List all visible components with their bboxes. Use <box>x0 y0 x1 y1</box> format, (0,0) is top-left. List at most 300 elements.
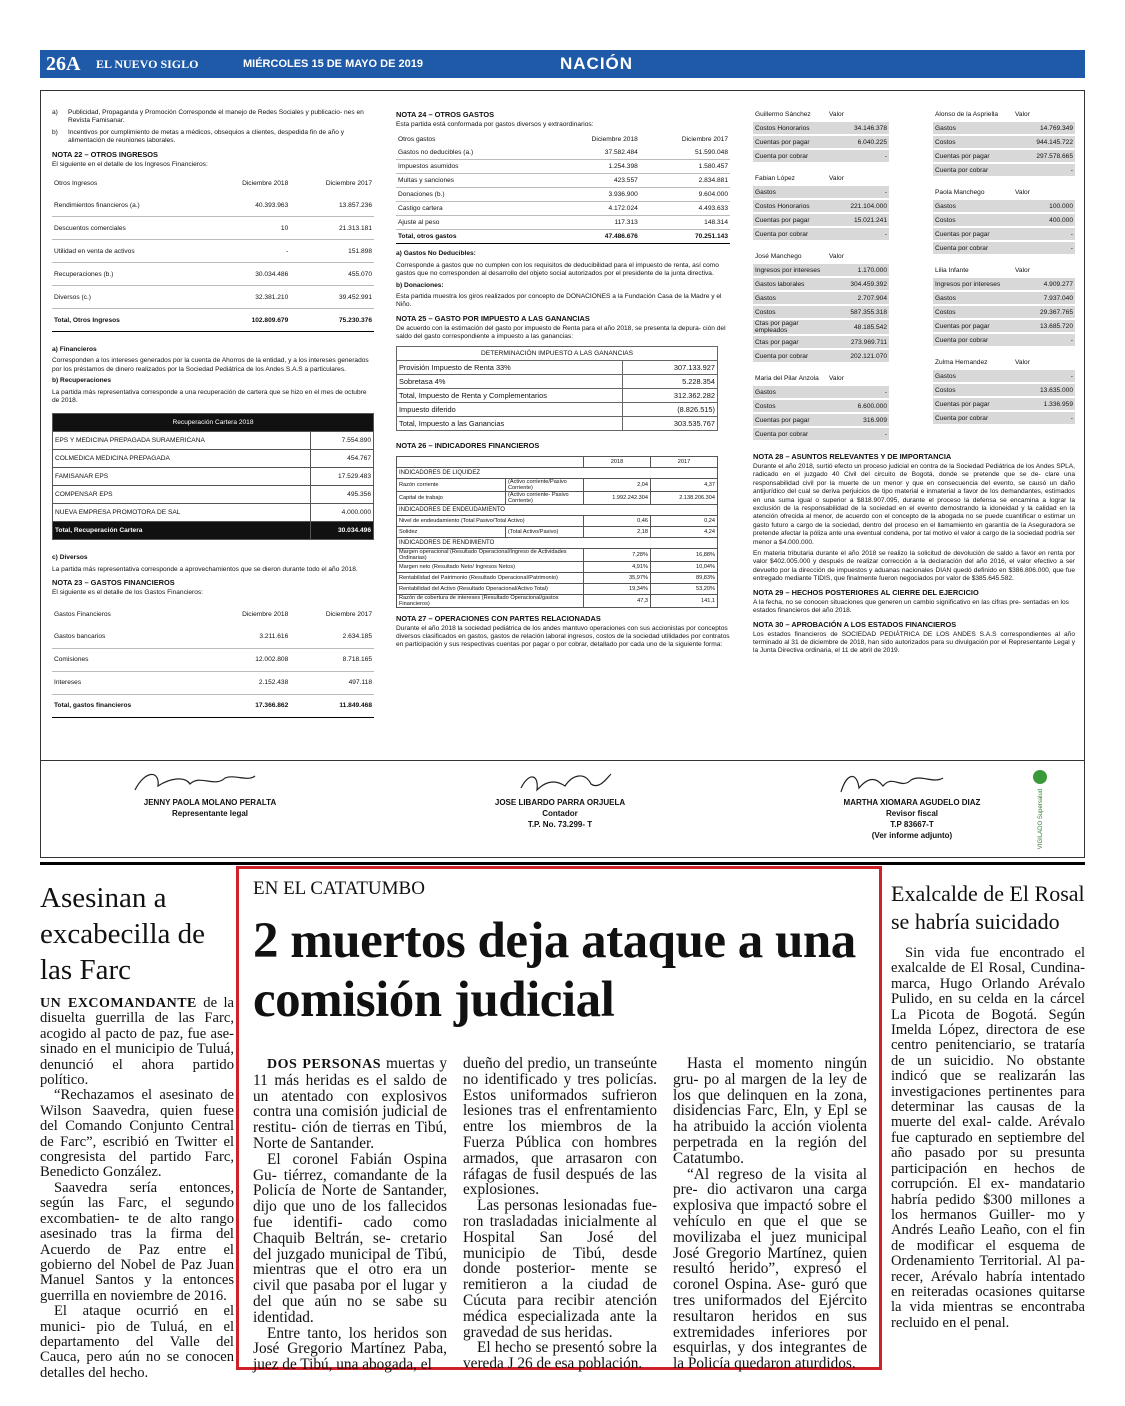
otros-ingresos-table <box>52 172 374 332</box>
table-row <box>933 291 1075 305</box>
table-cell: Gastos bancarios <box>52 626 207 649</box>
nota27-text: Durante el año 2018 la sociedad pediátrica de los andes mantuvo operaciones con sus accionistas por conceptos diversos clasificados en gastos, gastos de relación laboral ingresos, costos de la sociedad utilidades por contratos en participación y sus respectivas cuentas por pagar o por cobrar, detallado por cada uno de la siguiente forma: <box>396 624 730 649</box>
table-row <box>753 427 889 441</box>
table-cell: Cuentas por pagar <box>933 149 1013 163</box>
table-cell: Multas y sanciones <box>396 174 550 188</box>
signatory-role: Representante legal <box>171 809 249 818</box>
table-row <box>933 277 1075 291</box>
party-name: Alonso de la Aspriella <box>933 108 1013 121</box>
table-row <box>753 349 889 363</box>
party-name: Zulma Hernandez <box>933 356 1013 369</box>
story-paragraph: Las personas lesionadas fue- ron trasladadas inicialmente al Hospital San José del municipio de Tibú, desde donde posterior- mente se remitieron a la ciudad de Cúcuta para recibir atención médica especializada ante la gravedad de sus heridas. <box>463 1197 657 1341</box>
newspaper-name: EL NUEVO SIGLO <box>96 57 199 71</box>
related-party-table <box>753 108 889 164</box>
table-row <box>397 388 718 402</box>
story-paragraph: El hecho se presentó sobre la vereda J 26 de esa población. <box>463 1339 657 1373</box>
table-row <box>753 335 889 349</box>
story-body <box>891 946 1085 1331</box>
signature-block-contador <box>460 768 660 858</box>
table-row <box>397 416 718 430</box>
table-cell: Razón corriente <box>397 478 506 491</box>
related-parties-left <box>753 108 889 450</box>
table-row <box>933 305 1075 319</box>
table-header-row <box>753 372 889 385</box>
table-cell: Gastos laborales <box>753 277 827 291</box>
story-column-1 <box>253 1056 447 1373</box>
table-row <box>53 450 374 468</box>
column-header: Valor <box>1013 356 1075 369</box>
column-header: 2017 <box>651 456 718 467</box>
table-cell: Cuentas por pagar <box>933 397 1013 411</box>
table-cell: 12.002.808 <box>207 648 291 671</box>
table-row <box>753 385 889 399</box>
table-header-row <box>933 186 1075 199</box>
table-cell: Costos <box>753 399 827 413</box>
table-row <box>933 333 1075 347</box>
table-cell: 13.857.236 <box>290 194 374 217</box>
financieros-text: Corresponden a los intereses generados por la cuenta de Ahorros de la entidad, y a los intereses generados por los préstamos de dinero realizados por la Sociedad Pediátrica de los Andes S.A.S a particulares. <box>52 357 369 373</box>
diversos-text: La partida más representativa corresponde a aprovechamientos que se dieron durante todo el año 2018. <box>52 565 358 573</box>
section-row <box>397 467 718 478</box>
section-label: INDICADORES DE ENDEUDAMIENTO <box>397 504 718 515</box>
table-row <box>933 121 1075 135</box>
column-header: Valor <box>1013 186 1075 199</box>
table-cell: 48.185.542 <box>827 319 889 335</box>
table-cell: Cuenta por cobrar <box>753 149 827 163</box>
table-row <box>396 160 730 174</box>
table-cell: 40.393.963 <box>207 194 291 217</box>
story-paragraph: Sin vida fue encontrado el exalcalde de El Rosal, Cundina- marca, Hugo Orlando Arévalo Pulido, en su celda en la cárcel La Picota de Bogotá. Según Imelda López, directora de ese centro penitenciario, se trataría de un suicidio. No obstante indicó que se realizarán las investigaciones pertinentes para determinar las causas de la muerte del exal- calde. Arévalo fue capturado en septiembre del año pasado por su presunta participación en hechos de corrupción. El ex- mandatario habría pedido $300 millones a los hermanos Guiller- mo y Andrés Leaño Leaño, con el fin de modificar el esquema de Ordenamiento Territorial. Al pa- recer, Arévalo habría intentado en reiteradas ocasiones quitarse la vida mientras se encontraba recluido en el penal. <box>891 945 1085 1331</box>
table-row <box>933 241 1075 255</box>
column-header: Diciembre 2017 <box>325 611 372 619</box>
table-row <box>52 217 374 240</box>
table-cell: 29.367.765 <box>1013 305 1075 319</box>
table-cell: 944.145.722 <box>1013 135 1075 149</box>
table-cell: 141,1 <box>651 594 718 607</box>
table-cell: Cuenta por cobrar <box>753 427 827 441</box>
story-body <box>40 996 234 1381</box>
table-cell: Costos <box>933 213 1013 227</box>
table-cell: Gastos <box>753 291 827 305</box>
story-paragraph: Saavedra sería entonces, según las Farc, el segundo excombatien- te de alto rango asesinado tras la firma del Acuerdo de Paz entre el gobierno del Nobel de Paz Juan Manuel Santos y la entonces guerrilla en noviembre de 2016. <box>40 1179 234 1304</box>
table-cell: 21.313.181 <box>290 217 374 240</box>
otros-gastos-table <box>396 133 730 244</box>
table-cell: 1.580.457 <box>640 160 730 174</box>
recuperaciones-text: La partida más representativa corresponde a una recuperación de cartera que se hizo en el mes de octubre de 2018. <box>52 388 367 405</box>
table-cell: Costos Honorarios <box>753 121 827 135</box>
table-header-row <box>753 250 889 263</box>
table-cell: 3.936.900 <box>550 188 640 202</box>
table-cell: 4.000.000 <box>310 504 373 522</box>
table-row <box>933 135 1075 149</box>
nota28-title: NOTA 28 – ASUNTOS RELEVANTES Y DE IMPORTANCIA <box>753 452 952 461</box>
table-cell: 304.459.392 <box>827 277 889 291</box>
table-cell: 4,24 <box>651 526 718 537</box>
page-number: 26A <box>46 53 81 75</box>
table-row <box>396 146 730 160</box>
signatory-note: (Ver informe adjunto) <box>871 831 953 840</box>
table-row <box>52 194 374 217</box>
table-cell: 303.535.767 <box>623 416 718 430</box>
table-cell: 2.634.185 <box>290 626 374 649</box>
table-cell: 400.000 <box>1013 213 1075 227</box>
table-cell: 495.356 <box>310 486 373 504</box>
story-paragraph: Hasta el momento ningún gru- po al margen de la ley de los que delinquen en la zona, disidencias Farc, Eln, y Epl se ha atribuido la acción violenta perpetrada en la región del Catatumbo. <box>673 1055 867 1167</box>
table-row <box>52 671 374 694</box>
signatory-tp: T.P 83667-T <box>890 820 934 829</box>
table-row <box>753 263 889 277</box>
related-party-table <box>933 264 1075 348</box>
table-header-row <box>53 414 374 432</box>
table-cell: Gastos <box>933 369 1013 383</box>
table-row <box>397 515 718 526</box>
table-cell: 34.146.378 <box>827 121 889 135</box>
indicadores-financieros-table <box>396 456 718 608</box>
nota24-title: NOTA 24 – OTROS GASTOS <box>396 110 495 119</box>
total-row <box>52 309 374 332</box>
table-cell: 35,97% <box>584 572 651 583</box>
nota22-intro: El siguiente en el detalle de los Ingresos Financieros: <box>52 160 208 168</box>
story-kicker: EN EL CATATUMBO <box>253 878 425 899</box>
issue-date: MIÉRCOLES 15 DE MAYO DE 2019 <box>243 58 423 70</box>
table-cell: 4,91% <box>584 561 651 572</box>
related-party-table <box>753 172 889 242</box>
table-cell: - <box>1013 369 1075 383</box>
table-header-row <box>933 108 1075 121</box>
related-party-table <box>933 108 1075 178</box>
story-catatumbo <box>253 878 867 1373</box>
table-cell: 30.034.496 <box>310 522 373 540</box>
related-party-table <box>753 250 889 364</box>
table-cell: Cuenta por cobrar <box>753 349 827 363</box>
table-row <box>753 305 889 319</box>
table-cell: 10,04% <box>651 561 718 572</box>
table-cell: Recuperaciones (b.) <box>52 263 207 286</box>
table-cell: Gastos <box>933 291 1013 305</box>
table-cell: Cuentas por pagar <box>933 227 1013 241</box>
table-cell: 2,04 <box>584 478 651 491</box>
table-cell: Total, Otros Ingresos <box>52 309 207 332</box>
gastos-no-deducibles-label: a) Gastos No Deducibles: <box>396 250 476 258</box>
story-el-rosal <box>891 880 1085 1331</box>
table-cell: 8.718.165 <box>290 648 374 671</box>
related-parties-right <box>933 108 1075 450</box>
table-row <box>753 399 889 413</box>
table-cell: EPS Y MEDICINA PREPAGADA SURAMERICANA <box>53 432 311 450</box>
column-header: Gastos Financieros <box>54 611 111 619</box>
section-label: INDICADORES DE LIQUIDEZ <box>397 467 718 478</box>
nota24-intro: Esta partida está conformada por gastos diversos y extraordinarios: <box>396 121 594 128</box>
signatory-name: MARTHA XIOMARA AGUDELO DIAZ <box>843 798 981 807</box>
table-cell: 13.635.000 <box>1013 383 1075 397</box>
table-cell: 9.604.000 <box>640 188 730 202</box>
table-row <box>53 468 374 486</box>
table-header-row <box>397 346 718 360</box>
story-paragraph: El ataque ocurrió en el munici- pio de Tuluá, en el departamento del Valle del Cauca, pero aún no se conocen detalles del hecho. <box>40 1303 234 1381</box>
table-cell: 497.118 <box>290 671 374 694</box>
donaciones-label: b) Donaciones: <box>396 281 444 289</box>
table-row <box>53 504 374 522</box>
story-column-2 <box>463 1056 657 1373</box>
table-cell: 202.121.070 <box>827 349 889 363</box>
nota22-title: NOTA 22 – OTROS INGRESOS <box>52 149 158 159</box>
diversos-label: c) Diversos <box>52 554 88 562</box>
table-cell: - <box>827 149 889 163</box>
table-row <box>397 374 718 388</box>
table-cell: 7.937.040 <box>1013 291 1075 305</box>
signatory-name: JENNY PAOLA MOLANO PERALTA <box>143 798 277 807</box>
table-row <box>397 402 718 416</box>
story-headline: Exalcalde de El Rosal se habría suicidado <box>891 881 1085 934</box>
table-row <box>397 491 718 504</box>
signatory-name: JOSE LIBARDO PARRA ORJUELA <box>494 798 626 807</box>
table-cell: Comisiones <box>52 648 207 671</box>
table-cell: Cuenta por cobrar <box>933 411 1013 425</box>
story-headline: Asesinan a excabecilla de las Farc <box>40 882 206 986</box>
story-paragraph: de la disuelta guerrilla de las Farc, acogido al pacto de paz, fue ase- sinado en el municipio de Tuluá, denunció el ahora partido político. <box>40 995 234 1089</box>
table-title: Recuperación Cartera 2018 <box>53 414 374 432</box>
table-cell: Costos <box>933 383 1013 397</box>
item-b: b) Incentivos por cumplimiento de metas a médicos, obsequios a clientes, despedida fin de año y alimentación de reuniones laborales. <box>52 128 344 145</box>
table-cell: (Activo corriente- Pasivo Corriente) <box>506 491 584 504</box>
table-cell: 6.040.225 <box>827 135 889 149</box>
column-header: Diciembre 2018 <box>242 611 289 619</box>
table-cell: 37.582.484 <box>550 146 640 160</box>
table-cell: 117.313 <box>550 216 640 230</box>
table-cell: 39.452.991 <box>290 286 374 309</box>
recuperaciones-label: b) Recuperaciones <box>52 377 111 385</box>
table-row <box>397 572 718 583</box>
table-cell: (8.826.515) <box>623 402 718 416</box>
table-cell: NUEVA EMPRESA PROMOTORA DE SAL <box>53 504 311 522</box>
related-party-table <box>933 186 1075 256</box>
table-cell: 5.228.354 <box>623 374 718 388</box>
table-cell: - <box>827 185 889 199</box>
table-cell: Margen operacional (Resultado Operacional/Ingreso de Actividades Ordinarias) <box>397 548 584 561</box>
table-cell: 2.152.438 <box>207 671 291 694</box>
table-cell: 15.021.241 <box>827 213 889 227</box>
table-cell: 3.211.616 <box>207 626 291 649</box>
table-cell: 4.172.024 <box>550 202 640 216</box>
table-cell: Ctas por pagar empleados <box>753 319 827 335</box>
party-name: Fabian López <box>753 172 827 185</box>
party-name: José Manchego <box>753 250 827 263</box>
total-row <box>53 522 374 540</box>
table-cell: FAMISANAR EPS <box>53 468 311 486</box>
table-cell: 7,28% <box>584 548 651 561</box>
table-cell: Cuenta por cobrar <box>933 333 1013 347</box>
table-cell: - <box>827 227 889 241</box>
table-row <box>397 360 718 374</box>
table-cell: 1.254.398 <box>550 160 640 174</box>
table-cell: 1.336.959 <box>1013 397 1075 411</box>
table-cell: 11.849.468 <box>290 694 374 717</box>
table-cell: - <box>1013 227 1075 241</box>
table-row <box>933 369 1075 383</box>
signatory-tp: T.P. No. 73.299- T <box>527 820 593 829</box>
related-party-table <box>933 356 1075 426</box>
table-cell: Ingresos por intereses <box>933 277 1013 291</box>
table-cell: Costos <box>933 305 1013 319</box>
table-cell: 17.366.862 <box>207 694 291 717</box>
table-cell: 102.809.679 <box>207 309 291 332</box>
total-row <box>396 230 730 244</box>
table-cell: Cuentas por pagar <box>933 319 1013 333</box>
related-party-table <box>753 372 889 442</box>
nota28-paragraph-1: Durante el año 2018, surtió efecto un proceso judicial en contra de la Sociedad Pediátrica de los Andes SPLA, radicado en el juzgado 40 Civil del circuito de Bogotá, donde se pretende que se de- clare una responsabilidad civil por la muerte de un menor y que en consecuencia del evento, se causó un daño antijurídico del cual se deriva perjuicios de tipo material e inmaterial a favor de los demandantes, estimados en una suma igual o superior a $818.907.095, durante el proceso la defensa se encamina a lograr la exclusión de la responsabilidad de la sociedad en el evento demostrando la idoneidad y la calidad en la atención ofrecida al menor, de acuerdo con el concepto de la abogada no se puede cuantificar o estimar un gasto futuro a cargo de la sociedad, dentro del proceso en el llamamiento en garantía de la Aseguradora se pretende afectar la póliza ante una eventual condena, por tal motivo el valor a cargo de la sociedad podría ser menor a $4.000.000. <box>753 463 1075 546</box>
table-cell: Costos Honorarios <box>753 199 827 213</box>
story-paragraph: El coronel Fabián Ospina Gu- tiérrez, comandante de la Policía de Norte de Santander, dijo que uno de los fallecidos fue identifi- cado como Chaquib Beltrán, se- cretario del juzgado municipal de Tibú, mientras que el otro era un civil que pasaba por el lugar y del que aún no se sabe su identidad. <box>253 1150 447 1326</box>
table-cell: 10 <box>207 217 291 240</box>
table-header-row <box>753 172 889 185</box>
table-header-row <box>753 108 889 121</box>
handwritten-signature <box>515 768 615 798</box>
table-cell: 19,34% <box>584 583 651 594</box>
table-row <box>933 149 1075 163</box>
table-row <box>933 397 1075 411</box>
section-separator <box>40 862 1085 865</box>
table-cell: Capital de trabajo <box>397 491 506 504</box>
table-cell: Ingresos por intereses <box>753 263 827 277</box>
table-row <box>52 240 374 263</box>
table-cell: Castigo cartera <box>396 202 550 216</box>
table-cell: 0,46 <box>584 515 651 526</box>
table-header-row <box>933 356 1075 369</box>
table-cell: Costos <box>933 135 1013 149</box>
column-header: Otros gastos <box>398 136 436 144</box>
table-row <box>753 413 889 427</box>
table-cell: Total, Impuesto de Renta y Complementarios <box>397 388 623 402</box>
table-row <box>52 263 374 286</box>
party-name: Guillermo Sánchez <box>753 108 827 121</box>
table-cell: 17.529.483 <box>310 468 373 486</box>
table-row <box>933 411 1075 425</box>
nota28-paragraph-2: En materia tributaria durante el año 2018 se realizo la solicitud de devolución de saldo a favor en renta por valor $402.005.000 y después de realizar corrección a la declaración del año 2016, el valor efectivo a ser devuelto por la dirección de impuestos y aduanas nacionales DIAN quedó definido en $386.806.000, que fue entregado mediante TIDIS, que finalmente fueron negociados por valor de $385.645.582. <box>753 550 1075 583</box>
donaciones-text: Esta partida muestra los giros realizados por concepto de DONACIONES a la Fundación Casa de la Madre y el Niño. <box>396 293 722 309</box>
gastos-no-deducibles-text: Corresponde a gastos que no cumplen con los requisitos de deducibilidad para el impuesto de renta, así como gastos que no corresponden al desarrollo del objeto social autorizados por el presidente de la junta directiva. <box>396 261 719 278</box>
column-header: Valor <box>1013 108 1075 121</box>
table-row <box>753 185 889 199</box>
table-cell: Total, Recuperación Cartera <box>53 522 311 540</box>
table-header-row <box>397 456 718 467</box>
table-cell: Sobretasa 4% <box>397 374 623 388</box>
column-header: Valor <box>827 172 889 185</box>
handwritten-signature <box>837 768 947 798</box>
nota27-title: NOTA 27 – OPERACIONES CON PARTES RELACIONADAS <box>396 613 601 623</box>
table-cell: 148.314 <box>640 216 730 230</box>
story-column-3 <box>673 1056 867 1373</box>
story-paragraph: Entre tanto, los heridos son José Gregorio Martínez Paba, juez de Tibú, una abogada, el <box>253 1324 447 1374</box>
table-row <box>933 383 1075 397</box>
table-cell: Gastos <box>933 121 1013 135</box>
table-cell: 89,83% <box>651 572 718 583</box>
table-row <box>52 648 374 671</box>
column-header: Diciembre 2018 <box>242 179 289 187</box>
table-cell: 4.909.277 <box>1013 277 1075 291</box>
table-cell: Cuenta por cobrar <box>753 227 827 241</box>
table-cell: Gastos <box>933 199 1013 213</box>
section-row <box>397 504 718 515</box>
table-cell: Total, Impuesto a las Ganancias <box>397 416 623 430</box>
table-cell: - <box>207 240 291 263</box>
nota25-intro: De acuerdo con la estimación del gasto por impuesto de Renta para el año 2018, se presenta la depura- ción del saldo del gasto correspondiente a impuesto a las ganancias: <box>396 324 726 341</box>
table-cell: 0,24 <box>651 515 718 526</box>
story-farc <box>40 880 234 1381</box>
item-a: a) Publicidad, Propaganda y Promoción Corresponde el manejo de Redes Sociales y publicacio- nes en Revista Famisanar. <box>52 109 364 125</box>
table-cell: 151.898 <box>290 240 374 263</box>
table-cell: 1.992.242.304 <box>584 491 651 504</box>
table-title: DETERMINACIÓN IMPUESTO A LAS GANANCIAS <box>397 346 718 360</box>
column-header: 2018 <box>584 456 651 467</box>
vigilado-label: VIGILADO Supersalud <box>1038 788 1044 850</box>
table-cell: 2,18 <box>584 526 651 537</box>
table-cell: Donaciones (b.) <box>396 188 550 202</box>
table-row <box>53 432 374 450</box>
section-name: NACIÓN <box>560 54 634 73</box>
table-row <box>397 548 718 561</box>
column-header: Valor <box>827 372 889 385</box>
nota29-text: A la fecha, no se conocen situaciones que generen un cambio significativo en las cifras pre- sentadas en los estados financieros del año 2018. <box>753 598 1069 615</box>
impuesto-ganancias-table <box>396 346 718 431</box>
table-cell: 6.600.000 <box>827 399 889 413</box>
table-row <box>397 583 718 594</box>
table-cell: Gastos <box>753 385 827 399</box>
table-cell: 100.000 <box>1013 199 1075 213</box>
table-cell: 2.138.206.304 <box>651 491 718 504</box>
table-row <box>933 227 1075 241</box>
table-cell: Cuenta por cobrar <box>933 163 1013 177</box>
story-paragraph: “Al regreso de la visita al pre- dio activaron una carga explosiva que impactó sobre el vehículo en que el que se movilizaba el juez municipal José Gregorio Martínez, quien resultó herido”, expresó el coronel Ospina. Ase- guró que tres uniformados del Ejército resultaron heridos en sus extremidades inferiores por esquirlas, y dos integrantes de la Policía quedaron aturdidos. <box>673 1165 867 1373</box>
table-cell: 312.362.282 <box>623 388 718 402</box>
lead-in: UN EXCOMANDANTE <box>40 996 197 1011</box>
table-cell: 51.590.048 <box>640 146 730 160</box>
page-header <box>40 50 1085 78</box>
story-headline: 2 muertos deja ataque a una comisión judicial <box>253 913 856 1028</box>
table-cell: 75.230.376 <box>290 309 374 332</box>
table-cell: - <box>827 427 889 441</box>
table-cell: 16,88% <box>651 548 718 561</box>
column-header: Valor <box>827 108 889 121</box>
section-row <box>397 537 718 548</box>
party-name: Lilia Infante <box>933 264 1013 277</box>
table-cell: COMPENSAR EPS <box>53 486 311 504</box>
table-cell: - <box>1013 241 1075 255</box>
table-cell: Rentabilidad del Patrimonio (Resultado Operacional/Patrimonio) <box>397 572 584 583</box>
table-cell: 14.769.349 <box>1013 121 1075 135</box>
table-row <box>396 174 730 188</box>
section-label: INDICADORES DE RENDIMIENTO <box>397 537 718 548</box>
table-cell: Cuenta por cobrar <box>933 241 1013 255</box>
table-cell: Nivel de endeudamiento (Total Pasivo/Total Activo) <box>397 515 584 526</box>
table-cell: - <box>1013 163 1075 177</box>
table-cell: 13.685.720 <box>1013 319 1075 333</box>
table-cell: 70.251.143 <box>640 230 730 244</box>
financieros-label: a) Financieros <box>52 346 97 354</box>
table-cell: 4,37 <box>651 478 718 491</box>
party-name: Maria del Pilar Anzola <box>753 372 827 385</box>
signature-divider <box>40 760 1085 761</box>
table-cell: 273.969.711 <box>827 335 889 349</box>
column-header: Otros Ingresos <box>54 179 98 187</box>
table-header-row <box>52 604 374 626</box>
table-cell: 221.104.000 <box>827 199 889 213</box>
table-header-row <box>396 133 730 146</box>
table-cell <box>397 456 584 467</box>
table-cell: - <box>1013 333 1075 347</box>
table-cell: Descuentos comerciales <box>52 217 207 240</box>
table-cell: Diversos (c.) <box>52 286 207 309</box>
table-row <box>397 526 718 537</box>
